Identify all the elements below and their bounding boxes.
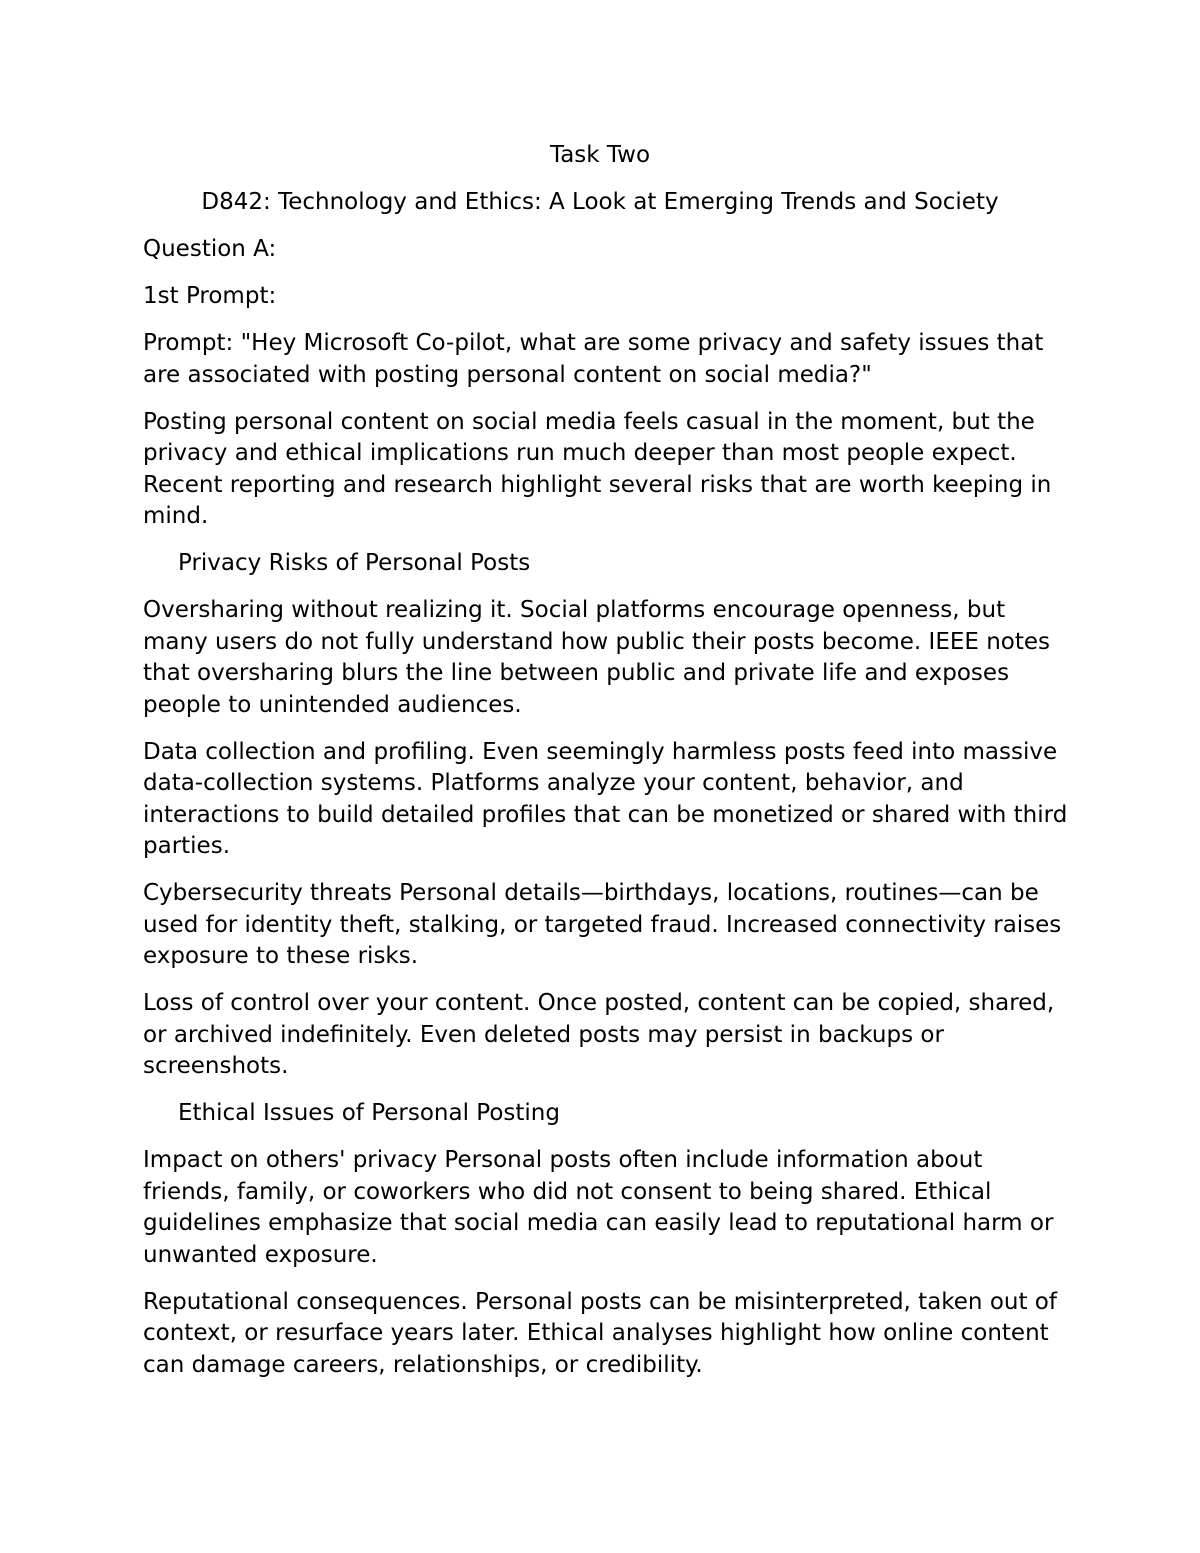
title-block (0, 140, 1200, 219)
paragraph-reputational: Reputational consequences. Personal posts can be misinterpreted, taken out of context, or resurface years later. Ethical analyses highlight how online content can damage careers, relationships, or credibility. (143, 1288, 1057, 1378)
section-heading-ethical: Ethical Issues of Personal Posting (178, 1100, 560, 1126)
section-heading-privacy: Privacy Risks of Personal Posts (178, 550, 531, 576)
document-title: Task Two (549, 142, 651, 168)
prompt-text: Prompt: "Hey Microsoft Co-pilot, what are some privacy and safety issues that are associated with posting personal content on social media?" (143, 330, 1044, 388)
paragraph-impact-on-others: Impact on others' privacy Personal posts often include information about friends, family, or coworkers who did not consent to being shared. Ethical guidelines emphasize that social media can easily lead to reputational harm or unwanted exposure. (143, 1147, 1054, 1268)
document-page (143, 140, 1068, 1397)
paragraph-data-collection: Data collection and profiling. Even seemingly harmless posts feed into massive data-collection systems. Platforms analyze your content, behavior, and interactions to build detailed profiles that can be monetized or shared with third parties. (143, 738, 1068, 859)
intro-paragraph: Posting personal content on social media feels casual in the moment, but the privacy and ethical implications run much deeper than most people expect. Recent reporting and research highlight several risks that are worth keeping in mind. (143, 408, 1052, 529)
prompt-label: 1st Prompt: (143, 283, 277, 309)
question-label: Question A: (143, 236, 277, 262)
course-title: D842: Technology and Ethics: A Look at Emerging Trends and Society (201, 189, 999, 215)
paragraph-loss-of-control: Loss of control over your content. Once posted, content can be copied, shared, or archived indefinitely. Even deleted posts may persist in backups or screenshots. (143, 990, 1055, 1079)
paragraph-oversharing: Oversharing without realizing it. Social platforms encourage openness, but many users do not fully understand how public their posts become. IEEE notes that oversharing blurs the line between public and private life and exposes people to unintended audiences. (143, 597, 1051, 718)
paragraph-cybersecurity: Cybersecurity threats Personal details—birthdays, locations, routines—can be used for identity theft, stalking, or targeted fraud. Increased connectivity raises exposure to these risks. (143, 880, 1062, 969)
